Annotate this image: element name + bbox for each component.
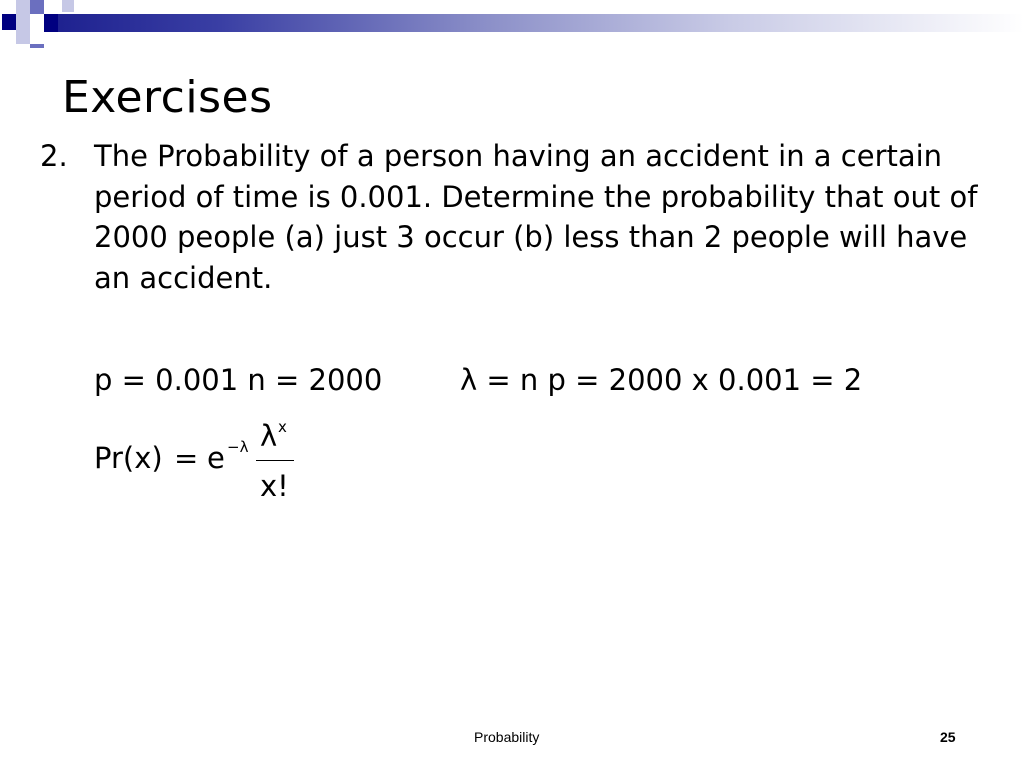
banner-square [16,0,30,14]
banner-square [2,14,16,30]
banner-square [16,14,30,30]
formula-numerator: λ [260,419,278,453]
formula-lhs: Pr(x) [94,441,163,475]
poisson-formula [94,418,324,508]
formula-numerator-power: x [278,418,287,436]
footer-title: Probability [474,729,540,745]
exercise-text: The Probability of a person having an accident in a certain period of time is 0.001. Determine the probability that out of 2000 people (a) just 3 occur (b) less than 2 people will have an accident. [94,139,978,295]
formula-equals: = [174,441,199,475]
banner-square [30,0,44,14]
lambda-calculation: λ = n p = 2000 x 0.001 = 2 [460,363,863,397]
given-values: p = 0.001 n = 2000 [94,363,383,397]
formula-denominator: x! [260,469,289,503]
banner-square [16,30,30,44]
page-number: 25 [940,729,956,745]
fraction-bar [256,460,294,461]
item-number: 2. [40,139,68,173]
banner-square [44,14,58,32]
header-banner [0,0,1024,48]
formula-base: e [207,441,225,475]
formula-exponent: −λ [227,438,249,456]
banner-square [30,44,44,48]
slide-title: Exercises [62,72,273,123]
banner-square [62,0,74,12]
banner-gradient-bar [44,14,1024,32]
